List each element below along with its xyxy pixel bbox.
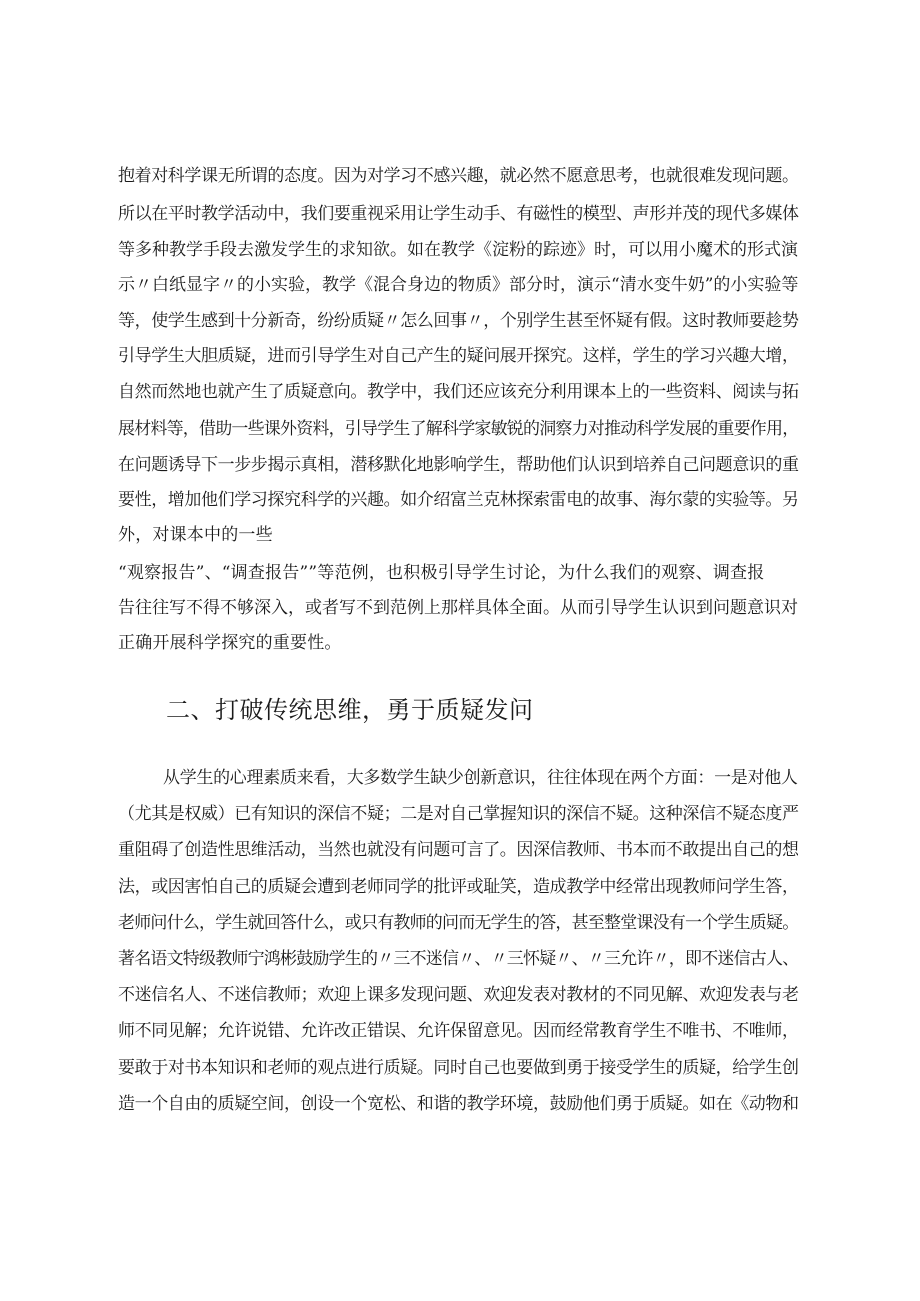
text-line: 正确开展科学探究的重要性。: [118, 633, 342, 653]
text-line: 老师问什么，学生就回答什么，或只有教师的问而无学生的答，甚至整堂课没有一个学生质疑。: [118, 913, 799, 933]
text-line: 抱着对科学课无所谓的态度。因为对学习不感兴趣，就必然不愿意思考，也就很难发现问题。: [118, 166, 799, 186]
text-line: 造一个自由的质疑空间，创设一个宽松、和谐的教学环境，鼓励他们勇于质疑。如在《动物和: [118, 1094, 799, 1114]
text-line: 等，使学生感到十分新奇，纷纷质疑〃怎么回事〃，个别学生甚至怀疑有假。这时教师要趁势: [118, 311, 799, 331]
text-line: 示〃白纸显字〃的小实验，教学《混合身边的物质》部分时，演示“清水变牛奶”的小实验等: [118, 275, 799, 295]
text-line: 外，对课本中的一些: [118, 525, 273, 545]
text-line: （尤其是权威）已有知识的深信不疑；二是对自己掌握知识的深信不疑。这种深信不疑态度严: [118, 804, 799, 824]
text-line: 重阻碍了创造性思维活动，当然也就没有问题可言了。因深信教师、书本而不敢提出自己的想: [118, 840, 799, 860]
text-line: 告往往写不得不够深入，或者写不到范例上那样具体全面。从而引导学生认识到问题意识对: [118, 598, 798, 618]
text-line: 自然而然地也就产生了质疑意向。教学中，我们还应该充分利用课本上的一些资料、阅读与拓: [118, 382, 799, 402]
text-line: 等多种教学手段去激发学生的求知欲。如在教学《淀粉的踪迹》时，可以用小魔术的形式演: [118, 240, 798, 260]
text-line: 从学生的心理素质来看，大多数学生缺少创新意识，往往体现在两个方面：一是对他人: [163, 768, 798, 788]
text-line: 所以在平时教学活动中，我们要重视采用让学生动手、有磁性的模型、声形并茂的现代多媒体: [118, 204, 799, 224]
text-line: 要性，增加他们学习探究科学的兴趣。如介绍富兰克林探索雷电的故事、海尔蒙的实验等。另: [118, 490, 799, 510]
text-line: 师不同见解；允许说错、允许改正错误、允许保留意见。因而经常教育学生不唯书、不唯师，: [118, 1021, 799, 1041]
text-line: 在问题诱导下一步步揭示真相，潜移默化地影响学生，帮助他们认识到培养自己问题意识的重: [118, 455, 799, 475]
text-line: 不迷信名人、不迷信教师；欢迎上课多发现问题、欢迎发表对教材的不同见解、欢迎发表与老: [118, 985, 799, 1005]
text-line: 著名语文特级教师宁鸿彬鼓励学生的〃三不迷信〃、〃三怀疑〃、〃三允许〃，即不迷信古人、: [118, 949, 799, 969]
text-line: 要敢于对书本知识和老师的观点进行质疑。同时自己也要做到勇于接受学生的质疑，给学生创: [118, 1058, 799, 1078]
text-line: 法，或因害怕自己的质疑会遭到老师同学的批评或耻笑，造成教学中经常出现教师问学生答，: [118, 877, 799, 897]
text-line: “观察报告”、“调查报告””等范例，也积极引导学生讨论，为什么我们的观察、调查报: [118, 563, 765, 583]
text-line: 展材料等，借助一些课外资料，引导学生了解科学家敏锐的洞察力对推动科学发展的重要作用，: [118, 419, 799, 439]
text-line: 引导学生大胆质疑，进而引导学生对自己产生的疑问展开探究。这样，学生的学习兴趣大增，: [118, 346, 799, 366]
section-heading: 二、打破传统思维，勇于质疑发问: [166, 696, 534, 724]
